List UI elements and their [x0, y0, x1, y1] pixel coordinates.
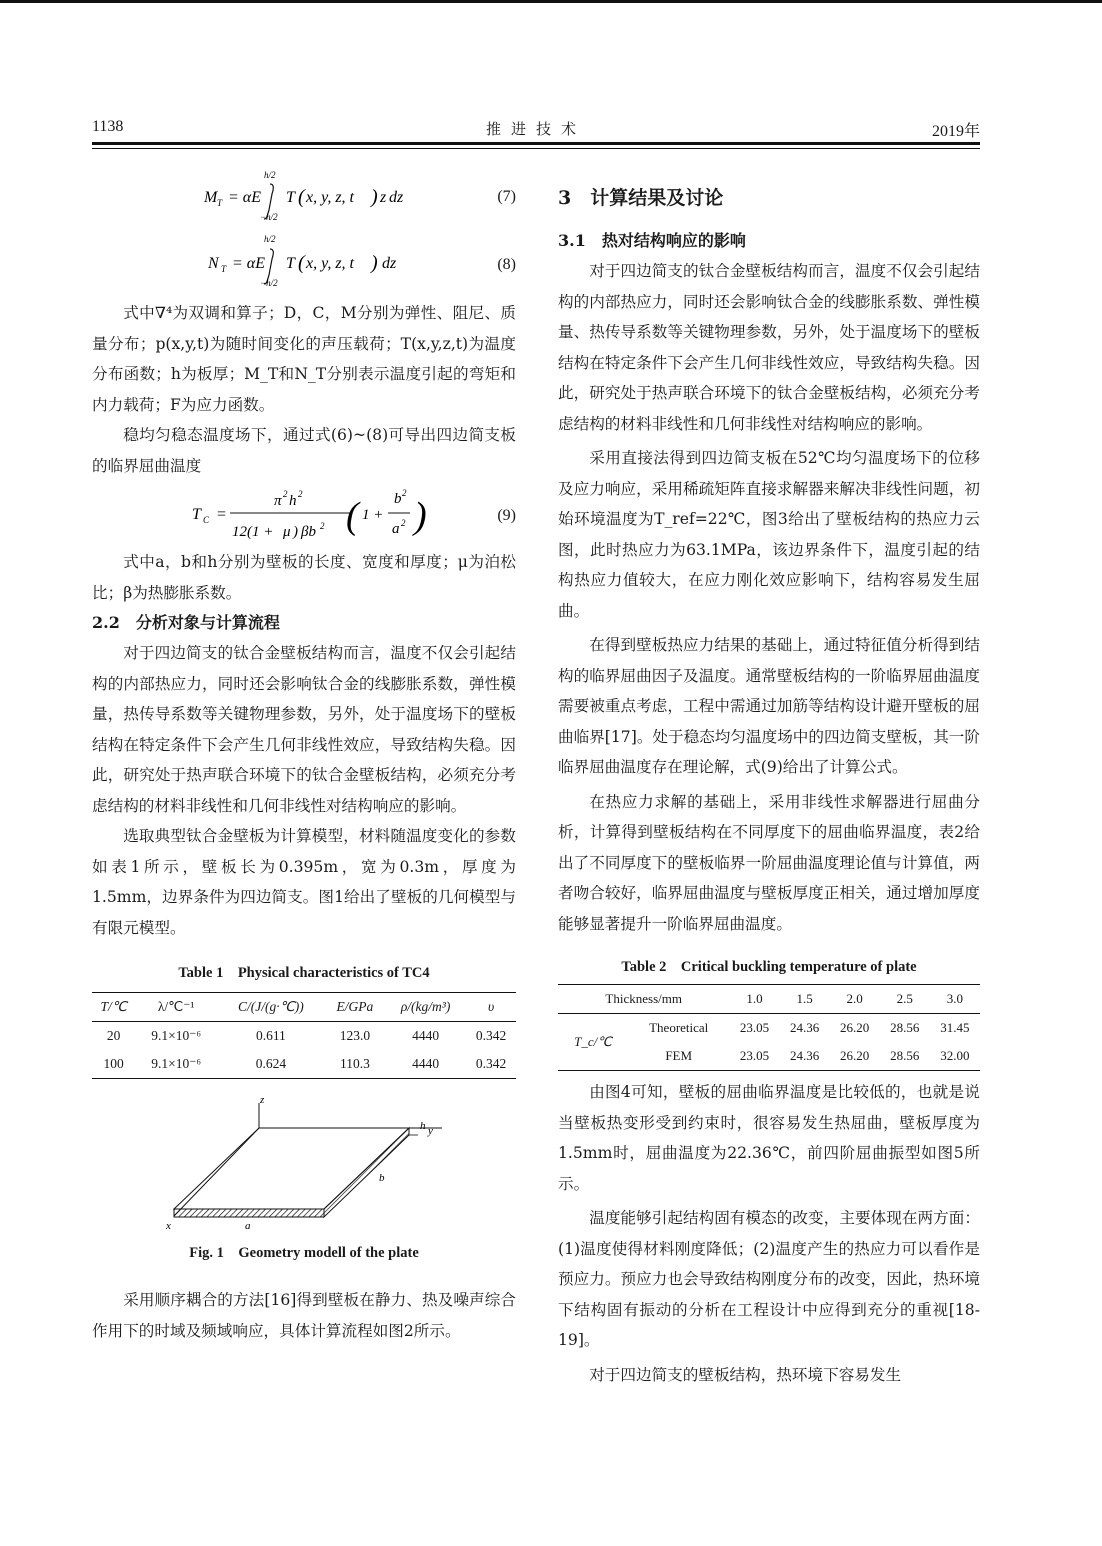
- paragraph: 采用顺序耦合的方法[16]得到壁板在静力、热及噪声综合作用下的时域及频域响应，具体计算流程如图2所示。: [92, 1291, 516, 1340]
- svg-text:2: 2: [283, 489, 288, 499]
- table-row: [92, 1022, 516, 1051]
- svg-text:= αE: = αE: [228, 189, 261, 206]
- table-header: E/GPa: [336, 999, 374, 1014]
- table-header: 1.0: [746, 991, 763, 1006]
- svg-text:π: π: [274, 493, 282, 509]
- table-row-label: FEM: [665, 1048, 693, 1063]
- svg-text:T: T: [286, 255, 295, 272]
- table-cell: 28.56: [890, 1020, 920, 1035]
- table-header: 3.0: [946, 991, 964, 1006]
- table-1: [92, 961, 516, 1079]
- table-row: [558, 1014, 980, 1043]
- svg-text:x, y, z, t: x, y, z, t: [306, 255, 354, 272]
- table-cell: 31.45: [940, 1020, 970, 1035]
- svg-text:(: (: [346, 495, 359, 537]
- table-cell: 123.0: [339, 1028, 371, 1043]
- table-row: [92, 1050, 516, 1079]
- axis-label-y: y: [428, 1125, 433, 1137]
- table-row-label: Theoretical: [649, 1020, 709, 1035]
- svg-text:): ): [371, 186, 378, 208]
- table-row-label: T_c/℃: [574, 1034, 612, 1049]
- svg-text:−h/2: −h/2: [260, 278, 278, 288]
- svg-text:x, y, z, t: x, y, z, t: [306, 189, 354, 206]
- table-cell: 26.20: [840, 1048, 870, 1063]
- svg-text:12(1 +: 12(1 +: [232, 524, 274, 540]
- section-heading-3-1: 3.1 热对结构响应的影响: [558, 231, 746, 250]
- table-cell: 24.36: [789, 1020, 820, 1035]
- equation-7: [92, 162, 516, 224]
- equation-9: [92, 481, 516, 543]
- left-column: [92, 162, 516, 1346]
- svg-text:b: b: [394, 491, 402, 507]
- paragraph: 稳均匀稳态温度场下，通过式(6)~(8)可导出四边简支板的临界屈曲温度: [92, 426, 516, 475]
- table-header: C/(J/(g·℃)): [237, 999, 304, 1014]
- svg-text:T: T: [286, 189, 295, 206]
- running-header: [92, 118, 980, 142]
- svg-text:h/2: h/2: [264, 234, 276, 244]
- page-number: 1138: [92, 118, 124, 135]
- equation-8: [92, 224, 516, 292]
- top-border: [0, 0, 1102, 3]
- axis-label-z: z: [260, 1094, 265, 1106]
- axis-label-x: x: [166, 1220, 171, 1232]
- figure-1-plate-geometry: [92, 1094, 516, 1261]
- right-column: [558, 178, 980, 1390]
- svg-text:T: T: [221, 264, 227, 274]
- table-cell: 4440: [412, 1028, 440, 1043]
- equation-number: (8): [497, 256, 516, 273]
- table-header: λ/℃⁻¹: [157, 999, 195, 1014]
- svg-text:dz: dz: [389, 189, 404, 206]
- svg-text:C: C: [203, 515, 210, 525]
- dimension-b: b: [379, 1172, 385, 1184]
- table-header: υ: [487, 999, 495, 1014]
- table-cell: 0.624: [255, 1056, 287, 1071]
- svg-text:h: h: [289, 493, 297, 509]
- table-header: Thickness/mm: [605, 991, 682, 1006]
- table-cell: 0.342: [475, 1028, 507, 1043]
- table-cell: 24.36: [789, 1048, 820, 1063]
- svg-text:T: T: [192, 506, 201, 523]
- table-caption: Table 1 Physical characteristics of TC4: [178, 965, 430, 981]
- paragraph: 在热应力求解的基础上，采用非线性求解器进行屈曲分析，计算得到壁板结构在不同厚度下的屈曲临界温度，表2给出了不同厚度下的壁板临界一阶屈曲温度理论值与计算值，两者吻合较好，临界屈曲温度与壁板厚度正相关，通过增加厚度能够显著提升一阶临界屈曲温度。: [558, 792, 980, 933]
- table-cell: 100: [103, 1056, 124, 1071]
- table-header: 1.5: [796, 991, 813, 1006]
- svg-text:μ: μ: [283, 524, 291, 540]
- table-header: ρ/(kg/m³): [400, 999, 451, 1014]
- table-cell: 20: [106, 1028, 121, 1043]
- paragraph: 采用直接法得到四边简支板在52℃均匀温度场下的位移及应力响应，采用稀疏矩阵直接求解器来解决非线性问题，初始环境温度为T_ref=22℃，图3给出了壁板结构的热应力云图，此时热应力为63.1MPa，该边界条件下，温度引起的结构热应力值较大，在应力刚化效应影响下，结构容易发生屈曲。: [558, 449, 980, 620]
- svg-text:2: 2: [298, 489, 303, 499]
- table-header: T/℃: [100, 999, 127, 1014]
- svg-text:): ): [414, 495, 427, 537]
- table-cell: 23.05: [739, 1048, 770, 1063]
- equation-number: (9): [497, 507, 516, 524]
- svg-text:z: z: [380, 189, 387, 206]
- journal-name: 推进技术: [485, 120, 586, 138]
- svg-text:= αE: = αE: [232, 255, 265, 272]
- dimension-a: a: [245, 1220, 251, 1232]
- svg-text:βb: βb: [301, 524, 316, 540]
- table-cell: 4440: [412, 1056, 440, 1071]
- svg-text:1 +: 1 +: [362, 507, 384, 523]
- header-rule-thick: [92, 142, 980, 145]
- paragraph: 式中a，b和h分别为壁板的长度、宽度和厚度；μ为泊松比；β为热膨胀系数。: [92, 553, 516, 602]
- table-row: [558, 985, 980, 1014]
- svg-text:2: 2: [401, 518, 406, 528]
- publication-year: 2019年: [931, 123, 980, 140]
- table-cell: 26.20: [840, 1020, 870, 1035]
- table-cell: 28.56: [890, 1048, 920, 1063]
- table-cell: 0.342: [475, 1056, 507, 1071]
- paragraph: 对于四边简支的壁板结构，热环境下容易发生: [589, 1365, 902, 1384]
- svg-text:2: 2: [320, 521, 325, 531]
- table-cell: 0.611: [255, 1028, 286, 1043]
- paragraph: 对于四边简支的钛合金壁板结构而言，温度不仅会引起结构的内部热应力，同时还会影响钛合金的线膨胀系数、弹性模量、热传导系数等关键物理参数，另外，处于温度场下的壁板结构在特定条件下会产生几何非线性效应，导致结构失稳。因此，研究处于热声联合环境下的钛合金壁板结构，必须充分考虑结构的材料非线性和几何非线性对结构响应的影响。: [558, 262, 980, 433]
- plate-diagram: [92, 1094, 516, 1235]
- svg-text:h/2: h/2: [264, 170, 276, 180]
- section-heading-3: 3 计算结果及讨论: [558, 187, 724, 209]
- svg-text:2: 2: [402, 488, 407, 498]
- paragraph: 对于四边简支的钛合金壁板结构而言，温度不仅会引起结构的内部热应力，同时还会影响钛合金的线膨胀系数，弹性模量，热传导系数等关键物理参数，另外，处于温度场下的壁板结构在特定条件下会产生几何非线性效应，导致结构失稳。因此，研究处于热声联合环境下的钛合金壁板结构，必须充分考虑结构的材料非线性和几何非线性对结构响应的影响。: [92, 644, 516, 815]
- paragraph: 由图4可知，壁板的屈曲临界温度是比较低的，也就是说当壁板热变形受到约束时，很容易发生热屈曲，壁板厚度为1.5mm时，屈曲温度为22.36℃，前四阶屈曲振型如图5所示。: [558, 1083, 980, 1193]
- paragraph: 式中∇⁴为双调和算子；D，C，M分别为弹性、阻尼、质量分布；p(x,y,t)为随时间变化的声压载荷；T(x,y,z,t)为温度分布函数；h为板厚；M_T和N_T分别表示温度引起的弯矩和内力载荷；F为应力函数。: [92, 304, 516, 414]
- equation-number: (7): [497, 188, 516, 205]
- table-cell: 110.3: [339, 1056, 370, 1071]
- svg-text:a: a: [392, 521, 400, 537]
- section-heading-2-2: 2.2 分析对象与计算流程: [92, 613, 280, 632]
- table-header: 2.0: [846, 991, 863, 1006]
- paragraph: 选取典型钛合金壁板为计算模型，材料随温度变化的参数如表1所示，壁板长为0.395m，宽为0.3m，厚度为1.5mm，边界条件为四边简支。图1给出了壁板的几何模型与有限元模型。: [92, 827, 516, 937]
- svg-text:M: M: [204, 189, 218, 206]
- paragraph: 温度能够引起结构固有模态的改变，主要体现在两方面：(1)温度使得材料刚度降低；(2)温度产生的热应力可以看作是预应力。预应力也会导致结构刚度分布的改变，因此，热环境下结构固有振动的分析在工程设计中应得到充分的重视[18-19]。: [558, 1209, 980, 1349]
- table-cell: 23.05: [739, 1020, 770, 1035]
- svg-text:=: =: [216, 506, 227, 523]
- table-cell: 9.1×10⁻⁶: [151, 1028, 202, 1043]
- table-header: 2.5: [896, 991, 913, 1006]
- svg-text:T: T: [217, 198, 223, 208]
- svg-text:N: N: [208, 255, 219, 272]
- paragraph: 在得到壁板热应力结果的基础上，通过特征值分析得到结构的临界屈曲因子及温度。通常壁板结构的一阶临界屈曲温度需要被重点考虑，工程中需通过加筋等结构设计避开壁板的屈曲临界[17]。处于稳态均匀温度场中的四边简支壁板，其一阶临界屈曲温度存在理论解，式(9)给出了计算公式。: [558, 636, 980, 776]
- table-caption: Table 2 Critical buckling temperature of plate: [621, 959, 917, 975]
- svg-text:dz: dz: [382, 255, 397, 272]
- table-2: [558, 955, 980, 1071]
- svg-text:): ): [293, 524, 298, 540]
- svg-text:(: (: [298, 186, 305, 208]
- figure-caption: Fig. 1 Geometry modell of the plate: [189, 1245, 419, 1261]
- table-cell: 32.00: [940, 1048, 970, 1063]
- svg-text:): ): [371, 252, 378, 274]
- dimension-h: h: [420, 1120, 426, 1132]
- table-cell: 9.1×10⁻⁶: [151, 1056, 202, 1071]
- svg-text:−h/2: −h/2: [260, 212, 278, 222]
- svg-text:(: (: [298, 252, 305, 274]
- header-rule-thin: [92, 148, 980, 149]
